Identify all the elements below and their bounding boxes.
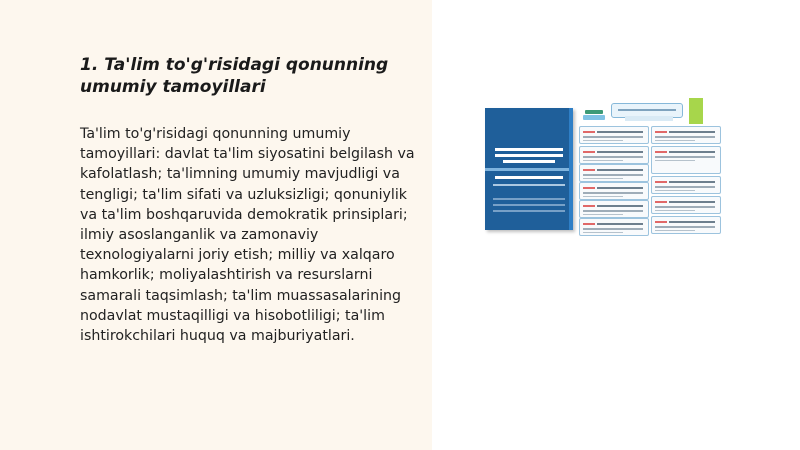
infographic-card xyxy=(651,216,721,234)
infographic-card xyxy=(651,126,721,144)
infographic-card xyxy=(651,146,721,174)
slide-title: 1. Ta'lim to'g'risidagi qonunning umumiy tamoyillari xyxy=(80,55,389,97)
green-accent-tab xyxy=(689,98,703,124)
infographic-card xyxy=(579,146,649,164)
infographic-card xyxy=(579,182,649,200)
books-logo-icon xyxy=(583,108,605,122)
infographic-card xyxy=(579,164,649,182)
law-infographic-image xyxy=(485,96,727,234)
infographic-card xyxy=(579,218,649,236)
law-book-cover xyxy=(485,108,573,230)
slide-body-text: Ta'lim to'g'risidagi qonunning umumiy tamoyillari: davlat ta'lim siyosatini belgilash va kafolatlash; ta'limning umumiy mavjudligi va tengligi; ta'lim sifati va uzluksizligi; qonuniylik va ta'lim boshqaruvida demokratik prinsiplari; ilmiy asoslanganlik va zamonaviy texnologiyalarni joriy etish; milliy va xalqaro hamkorlik; moliyalashtirish va resurslarni samarali taqsimlash; ta'lim muassasalarining nodavlat mustaqilligi va hisobotliligi; ta'lim ishtirokchilari huquq va majburiyatlari. xyxy=(80,126,415,345)
infographic-card xyxy=(651,196,721,214)
infographic-card xyxy=(651,176,721,194)
infographic-card xyxy=(579,200,649,218)
infographic-card xyxy=(579,126,649,144)
